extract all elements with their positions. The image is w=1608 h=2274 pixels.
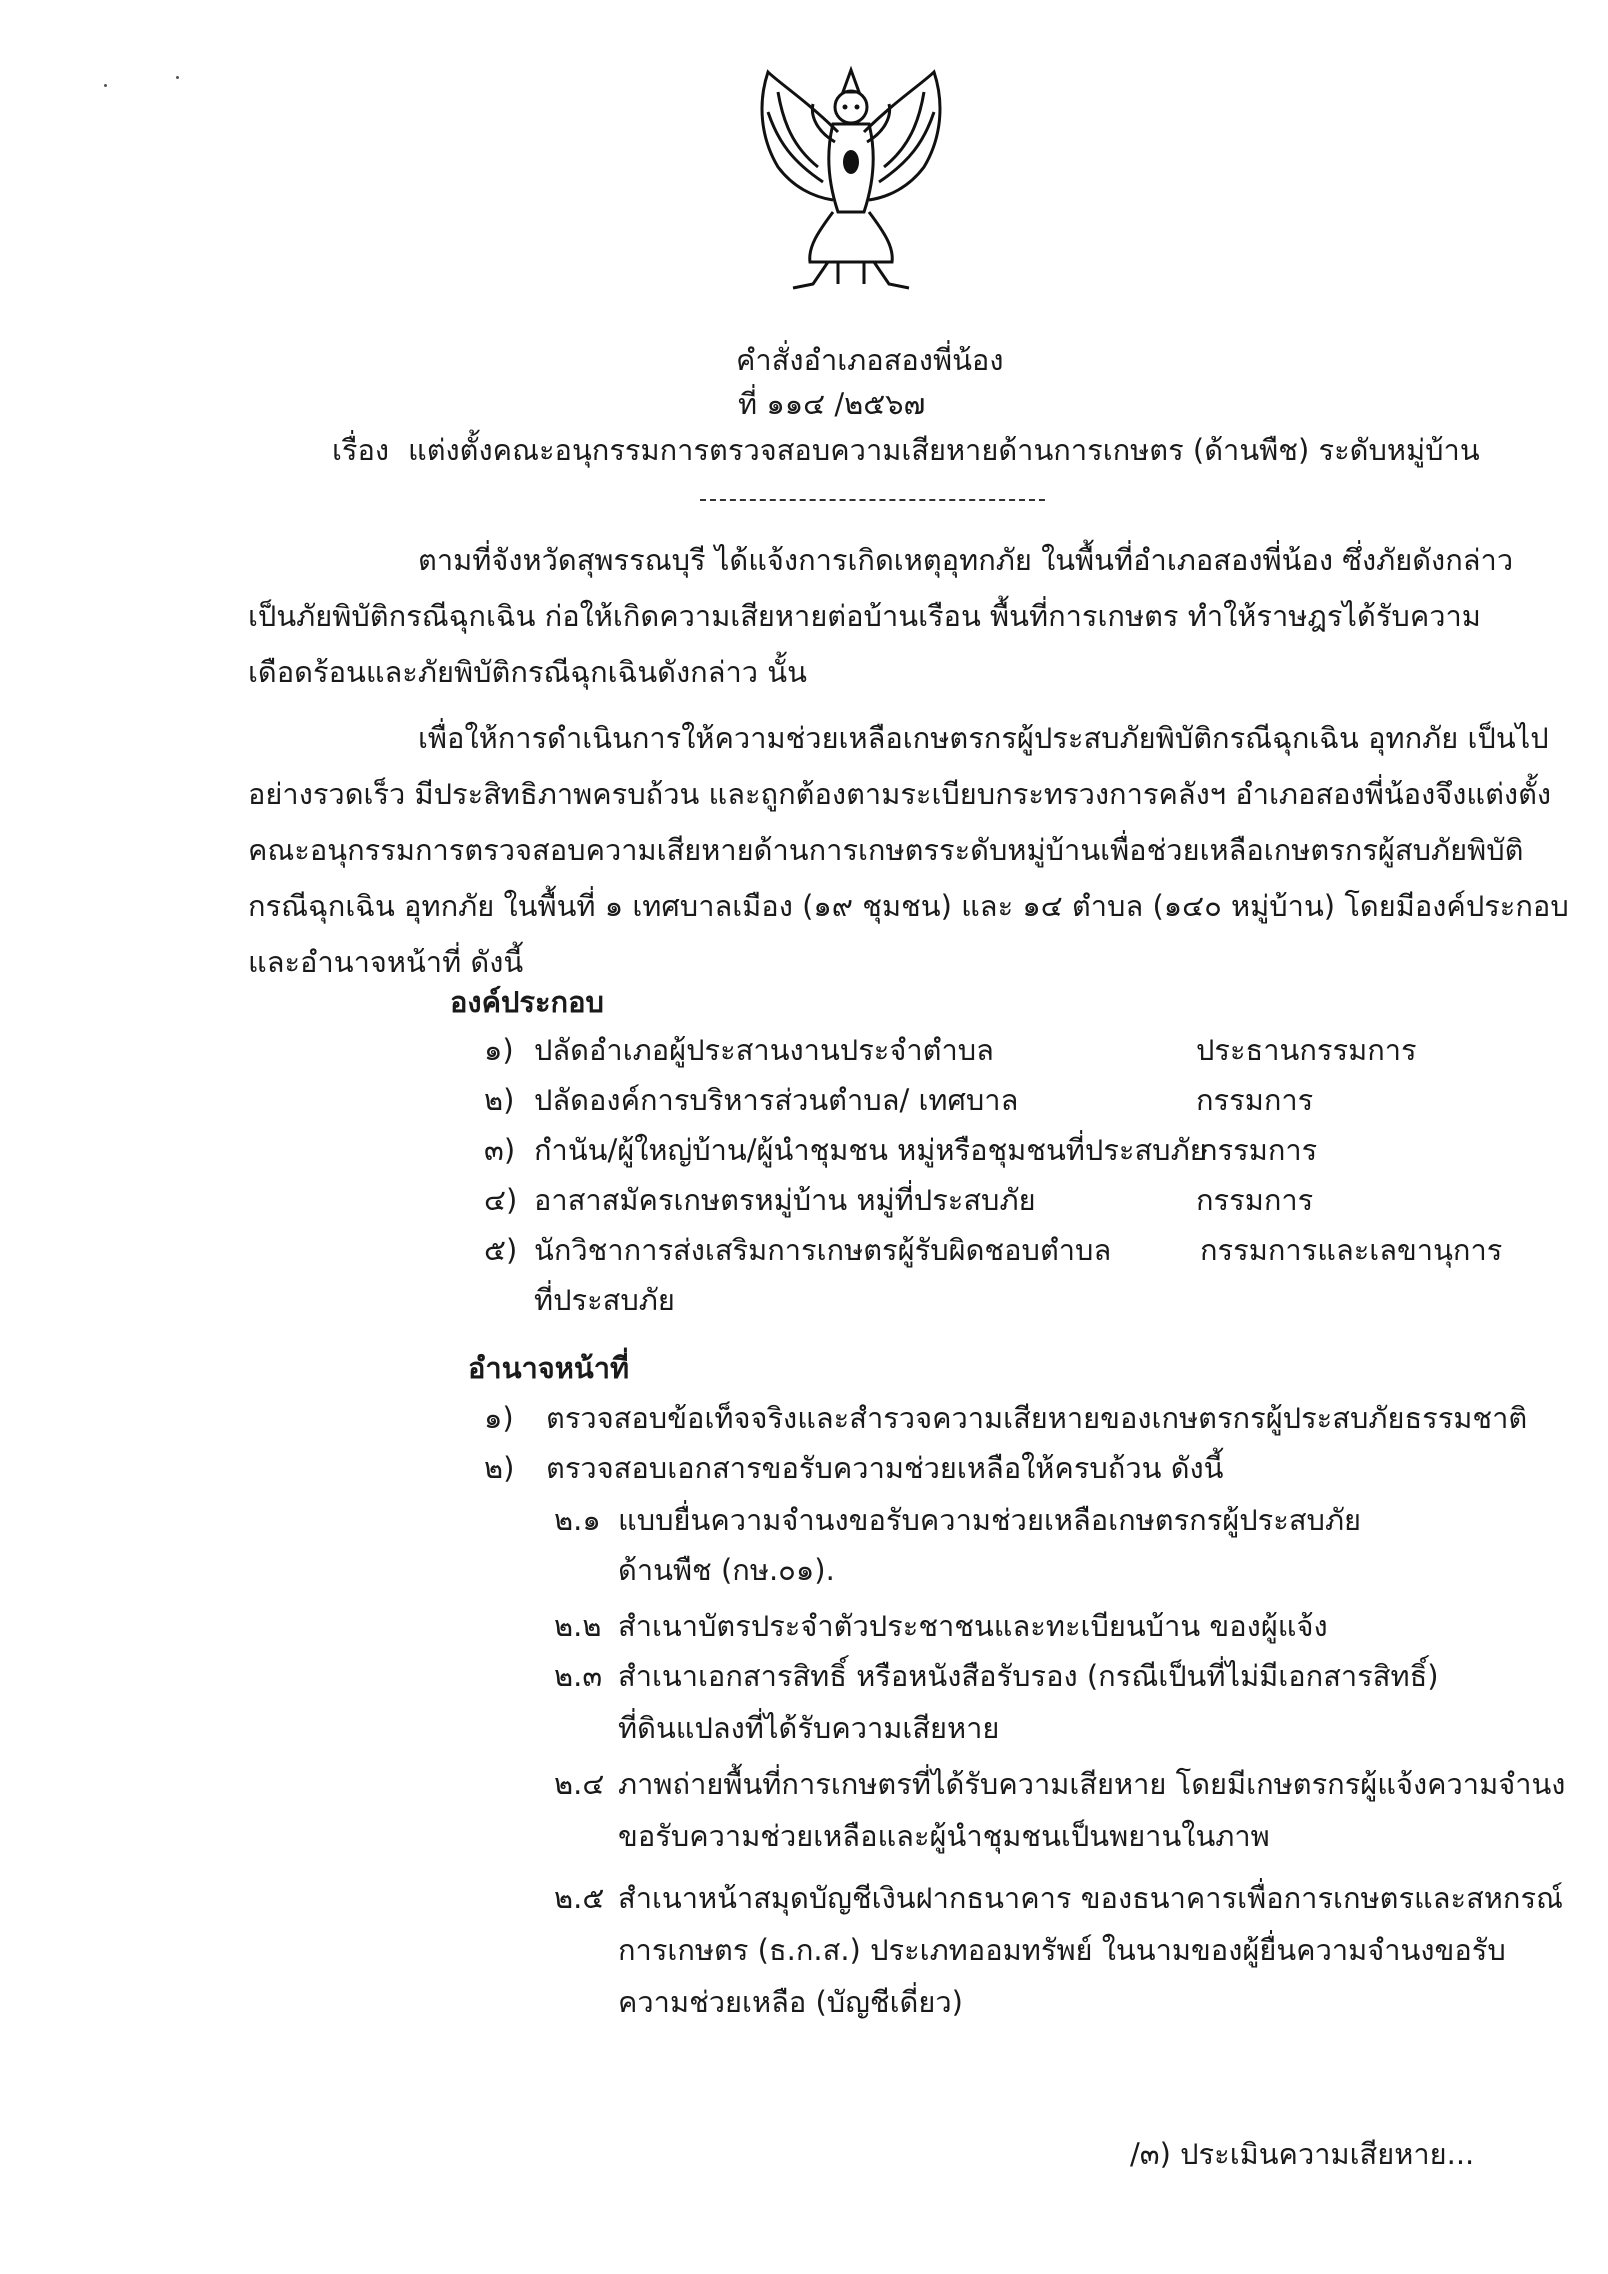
para2-line: อย่างรวดเร็ว มีประสิทธิภาพครบถ้วน และถูกต้องตามระเบียบกระทรวงการคลังฯ อำเภอสองพี่น้องจึงแต่งตั้ง — [248, 777, 1552, 811]
member-role: กรรมการและเลขานุการ — [1200, 1233, 1503, 1267]
member-number: ๔) — [484, 1183, 518, 1217]
duties-heading: อำนาจหน้าที่ — [468, 1351, 630, 1385]
scan-speck — [176, 76, 179, 79]
subitem-line: สำเนาหน้าสมุดบัญชีเงินฝากธนาคาร ของธนาคารเพื่อการเกษตรและสหกรณ์ — [618, 1881, 1563, 1915]
subject-text: แต่งตั้งคณะอนุกรรมการตรวจสอบความเสียหายด้านการเกษตร (ด้านพืช) ระดับหมู่บ้าน — [408, 433, 1480, 467]
para2-line: เพื่อให้การดำเนินการให้ความช่วยเหลือเกษตรกรผู้ประสบภัยพิบัติกรณีฉุกเฉิน อุทกภัย เป็นไป — [418, 721, 1549, 755]
member-name: นักวิชาการส่งเสริมการเกษตรผู้รับผิดชอบตำบล — [534, 1233, 1112, 1267]
member-role: กรรมการ — [1196, 1183, 1314, 1217]
subitem-number: ๒.๔ — [554, 1767, 605, 1801]
member-name: ปลัดอำเภอผู้ประสานงานประจำตำบล — [534, 1033, 994, 1067]
member-name-continued: ที่ประสบภัย — [534, 1283, 675, 1317]
member-number: ๓) — [484, 1133, 516, 1167]
member-role: กรรมการ — [1200, 1133, 1318, 1167]
subitem-line: สำเนาเอกสารสิทธิ์ หรือหนังสือรับรอง (กรณีเป็นที่ไม่มีเอกสารสิทธิ์) — [618, 1659, 1439, 1693]
subitem-line: ที่ดินแปลงที่ได้รับความเสียหาย — [618, 1711, 1000, 1745]
para1-line: เดือดร้อนและภัยพิบัติกรณีฉุกเฉินดังกล่าว นั้น — [248, 655, 807, 689]
subitem-number: ๒.๑ — [554, 1503, 601, 1537]
para1-line: ตามที่จังหวัดสุพรรณบุรี ได้แจ้งการเกิดเหตุอุทกภัย ในพื้นที่อำเภอสองพี่น้อง ซึ่งภัยดังกล่าว — [418, 543, 1514, 577]
subitem-number: ๒.๕ — [554, 1881, 605, 1915]
member-name: กำนัน/ผู้ใหญ่บ้าน/ผู้นำชุมชน หมู่หรือชุมชนที่ประสบภัย — [534, 1133, 1207, 1167]
subitem-number: ๒.๒ — [554, 1609, 602, 1643]
member-number: ๕) — [484, 1233, 518, 1267]
subitem-line: ด้านพืช (กษ.๐๑). — [618, 1553, 835, 1587]
duty-text: ตรวจสอบข้อเท็จจริงและสำรวจความเสียหายของเกษตรกรผู้ประสบภัยธรรมชาติ — [546, 1401, 1528, 1435]
continuation-note: /๓) ประเมินความเสียหาย... — [1130, 2137, 1475, 2171]
order-title: คำสั่งอำเภอสองพี่น้อง — [736, 343, 1004, 377]
para2-line: คณะอนุกรรมการตรวจสอบความเสียหายด้านการเกษตรระดับหมู่บ้านเพื่อช่วยเหลือเกษตรกรผู้สบภัยพิบัติ — [248, 833, 1524, 867]
para2-line: กรณีฉุกเฉิน อุทกภัย ในพื้นที่ ๑ เทศบาลเมือง (๑๙ ชุมชน) และ ๑๔ ตำบล (๑๔๐ หมู่บ้าน) โดยมีองค์ประกอบ — [248, 889, 1569, 923]
composition-heading: องค์ประกอบ — [450, 985, 604, 1019]
para1-line: เป็นภัยพิบัติกรณีฉุกเฉิน ก่อให้เกิดความเสียหายต่อบ้านเรือน พื้นที่การเกษตร ทำให้ราษฎรได้รับความ — [248, 599, 1481, 633]
scan-speck — [104, 84, 107, 87]
member-role: ประธานกรรมการ — [1196, 1033, 1417, 1067]
subitem-line: ขอรับความช่วยเหลือและผู้นำชุมชนเป็นพยานในภาพ — [618, 1819, 1270, 1853]
subitem-line: ภาพถ่ายพื้นที่การเกษตรที่ได้รับความเสียหาย โดยมีเกษตรกรผู้แจ้งความจำนง — [618, 1767, 1566, 1801]
duty-number: ๒) — [484, 1451, 515, 1485]
subitem-line: การเกษตร (ธ.ก.ส.) ประเภทออมทรัพย์ ในนามของผู้ยื่นความจำนงขอรับ — [618, 1933, 1506, 1967]
subitem-line: สำเนาบัตรประจำตัวประชาชนและทะเบียนบ้าน ของผู้แจ้ง — [618, 1609, 1328, 1643]
subitem-line: ความช่วยเหลือ (บัญชีเดี่ยว) — [618, 1985, 963, 2019]
subitem-line: แบบยื่นความจำนงขอรับความช่วยเหลือเกษตรกรผู้ประสบภัย — [618, 1503, 1362, 1537]
member-name: ปลัดองค์การบริหารส่วนตำบล/ เทศบาล — [534, 1083, 1019, 1117]
duty-text: ตรวจสอบเอกสารขอรับความช่วยเหลือให้ครบถ้วน ดังนี้ — [546, 1451, 1224, 1485]
para2-line: และอำนาจหน้าที่ ดังนี้ — [248, 945, 524, 979]
member-number: ๒) — [484, 1083, 515, 1117]
member-role: กรรมการ — [1196, 1083, 1314, 1117]
order-number: ที่ ๑๑๔ /๒๕๖๗ — [738, 387, 926, 421]
duty-number: ๑) — [484, 1401, 514, 1435]
member-name: อาสาสมัครเกษตรหมู่บ้าน หมู่ที่ประสบภัย — [534, 1183, 1036, 1217]
header-divider — [700, 499, 1045, 501]
garuda-emblem-icon — [738, 62, 964, 294]
subitem-number: ๒.๓ — [554, 1659, 603, 1693]
subject-label: เรื่อง — [332, 433, 390, 467]
member-number: ๑) — [484, 1033, 514, 1067]
